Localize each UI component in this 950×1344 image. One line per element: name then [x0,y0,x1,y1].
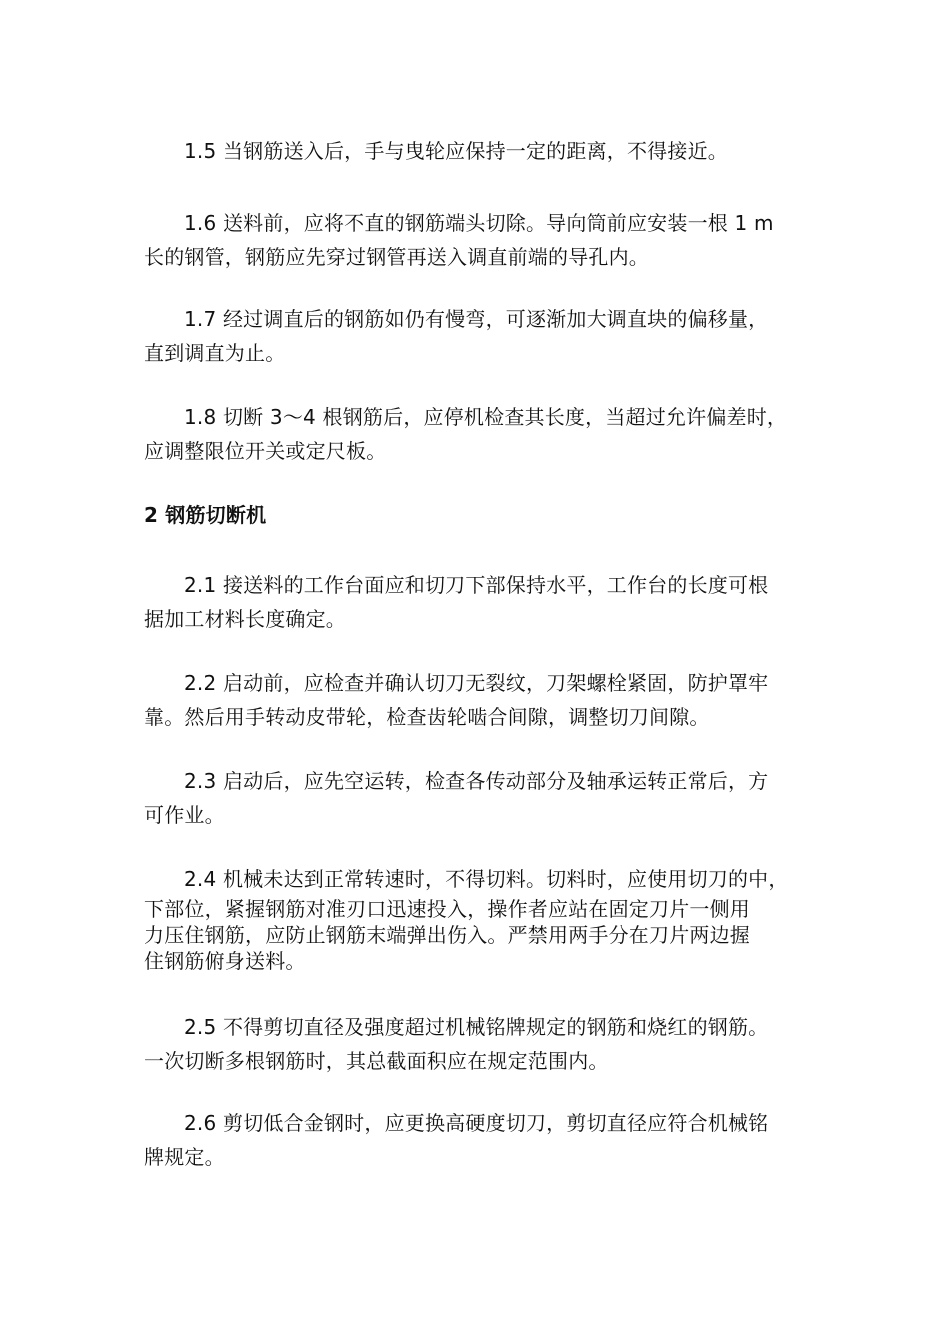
paragraph-1-5 [144,134,809,168]
text-line: 长的钢管，钢筋应先穿过钢管再送入调直前端的导孔内。 [144,245,649,269]
text-line: 2.2 启动前，应检查并确认切刀无裂纹，刀架螺栓紧固，防护罩牢 [184,671,769,695]
section-heading: 2 钢筋切断机 [144,503,267,527]
text-line: 应调整限位开关或定尺板。 [144,439,387,463]
text-line: 2.6 剪切低合金钢时，应更换高硬度切刀，剪切直径应符合机械铭 [184,1111,769,1135]
text-line: 1.6 送料前，应将不直的钢筋端头切除。导向筒前应安装一根 1 m [184,211,774,235]
paragraph-1-7 [144,302,809,370]
paragraph-1-6 [144,206,809,274]
text-line: 下部位，紧握钢筋对准刃口迅速投入，操作者应站在固定刀片一侧用 [144,897,750,921]
text-line: 1.7 经过调直后的钢筋如仍有慢弯，可逐渐加大调直块的偏移量， [184,307,769,331]
paragraph-2-3 [144,764,809,832]
text-line: 一次切断多根钢筋时，其总截面积应在规定范围内。 [144,1049,609,1073]
paragraph-2-2 [144,666,809,734]
text-line: 1.8 切断 3～4 根钢筋后，应停机检查其长度，当超过允许偏差时， [184,405,788,429]
text-line: 直到调直为止。 [144,341,286,365]
text-line: 可作业。 [144,803,225,827]
text-line: 住钢筋俯身送料。 [144,949,306,973]
paragraph-2-4 [144,862,809,974]
text-line: 牌规定。 [144,1145,225,1169]
text-line: 2.5 不得剪切直径及强度超过机械铭牌规定的钢筋和烧红的钢筋。 [184,1015,769,1039]
paragraph-2-5 [144,1010,809,1078]
text-line: 2.1 接送料的工作台面应和切刀下部保持水平，工作台的长度可根 [184,573,769,597]
text-line: 2.3 启动后，应先空运转，检查各传动部分及轴承运转正常后，方 [184,769,769,793]
paragraph-2-1 [144,568,809,636]
text-line: 据加工材料长度确定。 [144,607,346,631]
paragraph-1-8 [144,400,809,468]
text-line: 1.5 当钢筋送入后，手与曳轮应保持一定的距离，不得接近。 [184,139,728,163]
text-line: 2.4 机械未达到正常转速时，不得切料。切料时，应使用切刀的中， [184,867,789,891]
text-line: 靠。然后用手转动皮带轮，检查齿轮啮合间隙，调整切刀间隙。 [144,705,710,729]
text-line: 力压住钢筋，应防止钢筋末端弹出伤入。严禁用两手分在刀片两边握 [144,923,750,947]
paragraph-2-6 [144,1106,809,1174]
